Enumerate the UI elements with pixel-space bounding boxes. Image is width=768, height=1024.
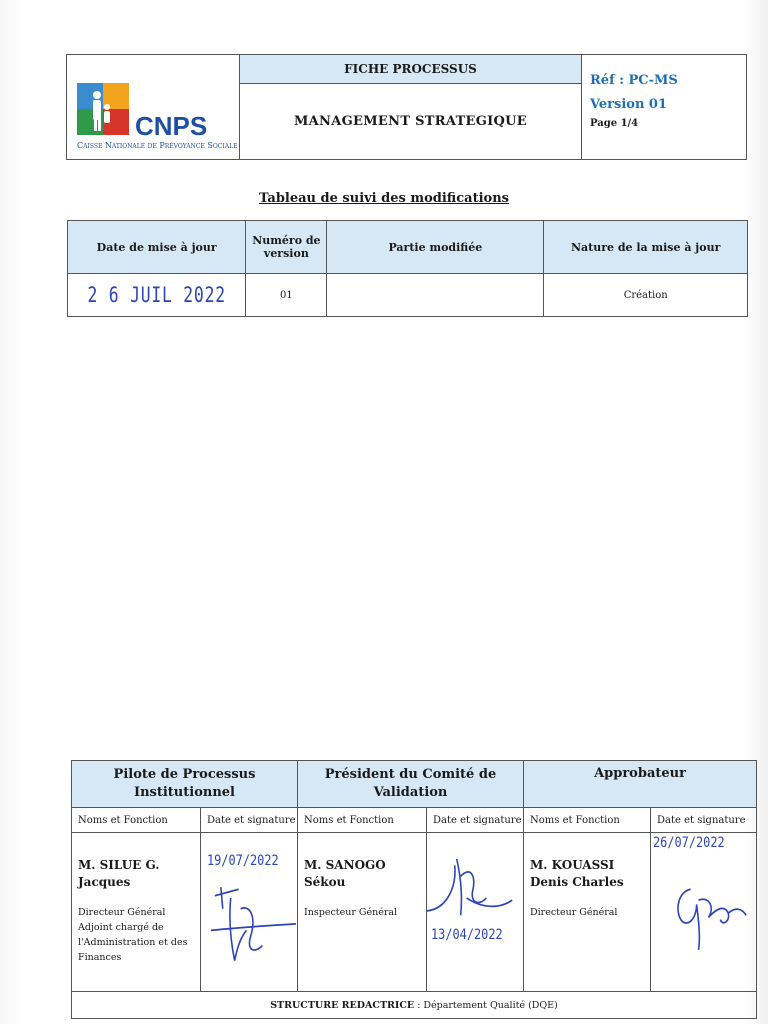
president-signature-icon xyxy=(427,833,523,991)
president-name-line2: Sékou xyxy=(304,875,346,889)
approver-handwritten-date: 26/07/2022 xyxy=(653,835,725,851)
logo-cell xyxy=(67,55,240,160)
president-name-line1: M. SANOGO xyxy=(304,858,386,872)
column-header-part: Partie modifiée xyxy=(327,221,544,274)
approver-signature-cell xyxy=(651,833,757,992)
president-function: Inspecteur Général xyxy=(304,907,398,918)
redacting-structure-label: STRUCTURE REDACTRICE xyxy=(270,999,415,1011)
pilot-name-line1: M. SILUE G. xyxy=(78,858,160,872)
logo-wordmark: CNPS xyxy=(135,111,208,141)
pilot-name-line2: Jacques xyxy=(78,875,131,889)
tracking-table-title: Tableau de suivi des modifications xyxy=(258,191,509,206)
pilot-signature-icon xyxy=(201,833,297,991)
column-header-version: Numéro de version xyxy=(246,221,327,274)
approver-function: Directeur Général xyxy=(530,907,618,918)
redacting-structure-footer xyxy=(72,992,757,1019)
document-header xyxy=(66,54,747,160)
approver-name-header: Noms et Fonction xyxy=(524,808,651,833)
table-row xyxy=(68,274,748,317)
pilot-name-header: Noms et Fonction xyxy=(72,808,201,833)
logo-subtitle: Caisse Nationale de Prévoyance Sociale xyxy=(77,141,238,150)
president-name-header: Noms et Fonction xyxy=(298,808,427,833)
row-version-cell: 01 xyxy=(246,274,327,317)
row-nature-cell: Création xyxy=(544,274,748,317)
approver-name-line1: M. KOUASSI xyxy=(530,858,615,872)
column-header-nature: Nature de la mise à jour xyxy=(544,221,748,274)
approver-group-title: Approbateur xyxy=(524,761,757,808)
family-figure-icon xyxy=(89,89,113,133)
fiche-processus-label: FICHE PROCESSUS xyxy=(240,55,582,84)
page-number: Page 1/4 xyxy=(590,118,639,129)
modifications-table xyxy=(67,220,748,317)
pilot-person-cell xyxy=(72,833,201,992)
pilot-handwritten-date: 19/07/2022 xyxy=(207,853,279,869)
reference-code: Réf : PC-MS xyxy=(590,73,678,88)
process-title: MANAGEMENT STRATEGIQUE xyxy=(240,84,582,160)
pilot-date-header: Date et signature xyxy=(201,808,298,833)
approver-name-line2: Denis Charles xyxy=(530,875,624,889)
approver-signature-icon xyxy=(651,833,756,991)
validation-table xyxy=(71,760,756,1019)
approver-person-cell xyxy=(524,833,651,992)
approver-date-header: Date et signature xyxy=(651,808,757,833)
redacting-structure-value: : Département Qualité (DQE) xyxy=(414,999,558,1011)
president-signature-cell xyxy=(427,833,524,992)
pilot-function: Directeur Général Adjoint chargé de l'Administration et des Finances xyxy=(78,907,188,963)
pilot-signature-cell xyxy=(201,833,298,992)
row-part-cell xyxy=(327,274,544,317)
president-date-header: Date et signature xyxy=(427,808,524,833)
column-header-date: Date de mise à jour xyxy=(68,221,246,274)
handwritten-date-stamp: 2 6 JUIL 2022 xyxy=(87,283,226,307)
cnps-logo xyxy=(77,83,237,153)
pilot-group-title: Pilote de Processus Institutionnel xyxy=(72,761,298,808)
version-label: Version 01 xyxy=(590,97,668,112)
president-group-title: Président du Comité de Validation xyxy=(298,761,524,808)
reference-cell xyxy=(582,55,747,160)
row-date-cell xyxy=(68,274,246,317)
president-handwritten-date: 13/04/2022 xyxy=(431,927,503,943)
president-person-cell xyxy=(298,833,427,992)
